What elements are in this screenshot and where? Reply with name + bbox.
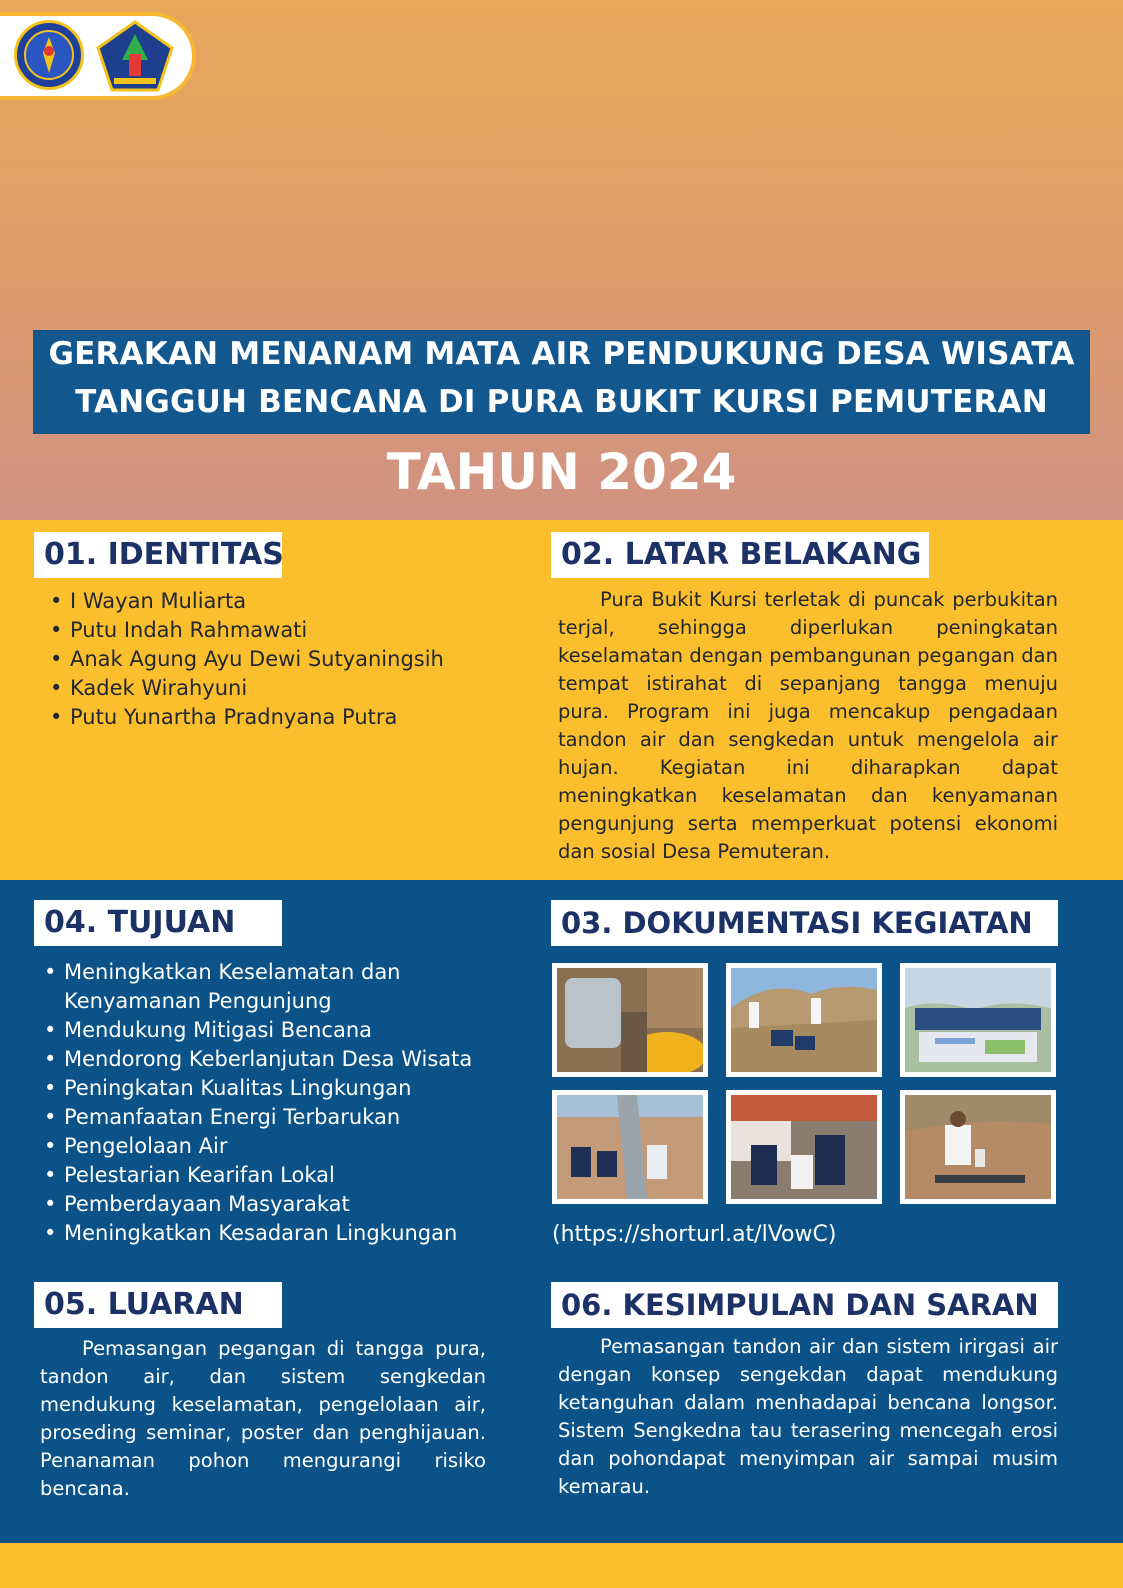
university-logo <box>14 20 84 90</box>
member-item: • Kadek Wirahyuni <box>46 674 506 703</box>
documentation-link[interactable]: (https://shorturl.at/lVowC) <box>552 1222 837 1247</box>
group-banner-photo <box>900 963 1056 1077</box>
title-line-2: TANGGUH BENCANA DI PURA BUKIT KURSI PEMUTERAN <box>75 384 1048 420</box>
tujuan-item: • Pemanfaatan Energi Terbarukan <box>40 1103 510 1132</box>
kesimpulan-heading: 06. KESIMPULAN DAN SARAN <box>551 1282 1058 1328</box>
luaran-heading: 05. LUARAN <box>34 1282 282 1328</box>
tujuan-heading: 04. TUJUAN <box>34 900 282 946</box>
group-banner-photo-image <box>905 968 1051 1072</box>
member-item: • Putu Indah Rahmawati <box>46 616 506 645</box>
tujuan-item: • Pemberdayaan Masyarakat <box>40 1190 510 1219</box>
bottom-strip <box>0 1543 1123 1588</box>
hillside-team-photo-image <box>731 968 877 1072</box>
water-tank-photo-image <box>557 968 703 1072</box>
identitas-list <box>46 587 506 732</box>
planting-photo <box>900 1090 1056 1204</box>
tujuan-item: • Meningkatkan Kesadaran Lingkungan <box>40 1219 510 1248</box>
kesimpulan-text: Pemasangan tandon air dan sistem irirgasi air dengan konsep sengekdan dapat mendukung ketanguhan dalam menhadapai bencana longsor. Sistem Sengkedna tau terasering mencegah erosi dan pohondapat menyimpan air sampai musim kemarau. <box>558 1335 1058 1498</box>
year-label: TAHUN 2024 <box>386 443 737 501</box>
title-box <box>33 330 1090 434</box>
luaran-text: Pemasangan pegangan di tangga pura, tandon air, dan sistem sengkedan mendukung keselamatan, pengelolaan air, proseding seminar, poster dan penghijauan. Penanaman pohon mengurangi risiko bencana. <box>40 1337 486 1500</box>
member-item: • I Wayan Muliarta <box>46 587 506 616</box>
title-line-1: GERAKAN MENANAM MATA AIR PENDUKUNG DESA WISATA <box>48 336 1075 372</box>
dokumentasi-heading: 03. DOKUMENTASI KEGIATAN <box>551 900 1058 946</box>
latar-belakang-heading: 02. LATAR BELAKANG <box>551 532 929 578</box>
latar-belakang-text: Pura Bukit Kursi terletak di puncak perbukitan terjal, sehingga diperlukan peningkatan keselamatan dengan pembangunan pegangan dan tempat istirahat di sepanjang tangga menuju pura. Program ini juga mencakup pengadaan tandon air dan sengkedan untuk mengelola air hujan. Kegiatan ini diharapkan dapat meningkatkan keselamatan dan kenyamanan pengunjung serta memperkuat potensi ekonomi dan sosial Desa Pemuteran. <box>558 588 1058 863</box>
hillside-team-photo <box>726 963 882 1077</box>
tujuan-item: • Mendukung Mitigasi Bencana <box>40 1016 510 1045</box>
member-item: • Putu Yunartha Pradnyana Putra <box>46 703 506 732</box>
regency-logo-icon <box>96 20 174 92</box>
tujuan-item: • Meningkatkan Keselamatan dan Kenyamanan Pengunjung <box>40 958 510 1016</box>
planting-photo-image <box>905 1095 1051 1199</box>
member-item: • Anak Agung Ayu Dewi Sutyaningsih <box>46 645 506 674</box>
workers-photo <box>726 1090 882 1204</box>
water-tank-photo <box>552 963 708 1077</box>
stairs-team-photo-image <box>557 1095 703 1199</box>
tujuan-item: • Mendorong Keberlanjutan Desa Wisata <box>40 1045 510 1074</box>
university-logo-icon <box>17 23 81 87</box>
tujuan-item: • Pengelolaan Air <box>40 1132 510 1161</box>
tujuan-item: • Peningkatan Kualitas Lingkungan <box>40 1074 510 1103</box>
tujuan-list <box>40 958 510 1248</box>
stairs-team-photo <box>552 1090 708 1204</box>
identitas-heading: 01. IDENTITAS <box>34 532 282 578</box>
workers-photo-image <box>731 1095 877 1199</box>
tujuan-item: • Pelestarian Kearifan Lokal <box>40 1161 510 1190</box>
regency-logo <box>96 20 174 92</box>
